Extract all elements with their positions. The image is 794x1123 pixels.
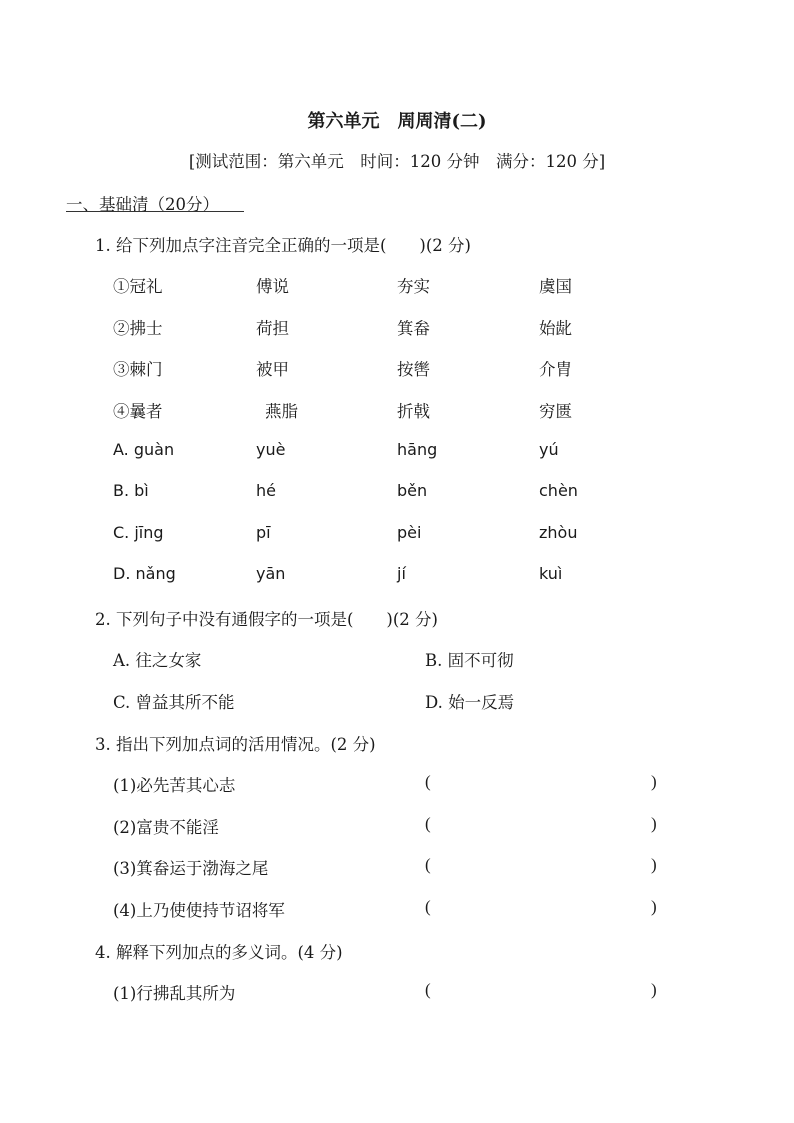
answer-blank-open[interactable]: (: [425, 897, 431, 916]
section-underline: [66, 211, 244, 212]
word-cell: 按辔: [397, 360, 430, 379]
page-title: 第六单元 周周清(二): [307, 111, 487, 132]
word-cell: 折戟: [397, 402, 430, 421]
question-2-stem: 2. 下列句子中没有通假字的一项是( )(2 分): [95, 610, 438, 629]
answer-blank-open[interactable]: (: [425, 772, 431, 791]
pinyin-cell: hāng: [397, 440, 438, 459]
word-cell: 介胄: [539, 360, 572, 379]
word-cell: 箕畚: [397, 319, 430, 338]
answer-blank-close: ): [651, 814, 657, 833]
pinyin-option: C. jīng: [113, 523, 164, 542]
pinyin-cell: pèi: [397, 523, 422, 542]
answer-blank-close: ): [651, 772, 657, 791]
answer-blank-open[interactable]: (: [425, 980, 431, 999]
answer-blank-close: ): [651, 980, 657, 999]
pinyin-cell: běn: [397, 481, 428, 500]
answer-option-b: B. 固不可彻: [425, 651, 514, 670]
pinyin-option: A. guàn: [113, 440, 175, 459]
word-cell: 虞国: [539, 277, 572, 296]
answer-option-a: A. 往之女家: [113, 651, 202, 670]
word-cell: 夯实: [397, 277, 430, 296]
pinyin-cell: hé: [256, 481, 276, 500]
sub-question: (1)行拂乱其所为: [113, 984, 236, 1003]
word-cell: ③棘门: [113, 360, 163, 379]
question-3-stem: 3. 指出下列加点词的活用情况。(2 分): [95, 735, 376, 754]
pinyin-cell: yuè: [256, 440, 286, 459]
sub-question: (1)必先苦其心志: [113, 776, 236, 795]
word-cell: 傅说: [256, 277, 289, 296]
word-cell: ④曩者: [113, 402, 163, 421]
pinyin-cell: yān: [256, 564, 286, 583]
answer-blank-close: ): [651, 855, 657, 874]
word-cell: 燕脂: [265, 402, 298, 421]
pinyin-option: B. bì: [113, 481, 149, 500]
sub-question: (2)富贵不能淫: [113, 818, 219, 837]
answer-blank-open[interactable]: (: [425, 855, 431, 874]
pinyin-cell: zhòu: [539, 523, 578, 542]
pinyin-cell: pī: [256, 523, 271, 542]
pinyin-cell: yú: [539, 440, 559, 459]
answer-blank-close: ): [651, 897, 657, 916]
pinyin-cell: chèn: [539, 481, 578, 500]
question-1-stem: 1. 给下列加点字注音完全正确的一项是( )(2 分): [95, 236, 471, 255]
sub-question: (3)箕畚运于渤海之尾: [113, 859, 269, 878]
word-cell: ②拂士: [113, 319, 163, 338]
word-cell: ①冠礼: [113, 277, 163, 296]
answer-option-c: C. 曾益其所不能: [113, 693, 235, 712]
question-4-stem: 4. 解释下列加点的多义词。(4 分): [95, 943, 343, 962]
word-cell: 穷匮: [539, 402, 572, 421]
sub-question: (4)上乃使使持节诏将军: [113, 901, 285, 920]
pinyin-cell: jí: [397, 564, 406, 583]
answer-option-d: D. 始一反焉: [425, 693, 515, 712]
answer-blank-open[interactable]: (: [425, 814, 431, 833]
pinyin-cell: kuì: [539, 564, 563, 583]
pinyin-option: D. nǎng: [113, 564, 176, 583]
word-cell: 荷担: [256, 319, 289, 338]
word-cell: 被甲: [256, 360, 289, 379]
section-heading: 一、基础清（20分）: [66, 195, 219, 214]
word-cell: 始龀: [539, 319, 572, 338]
test-scope: [测试范围：第六单元 时间：120 分钟 满分：120 分]: [188, 152, 606, 171]
